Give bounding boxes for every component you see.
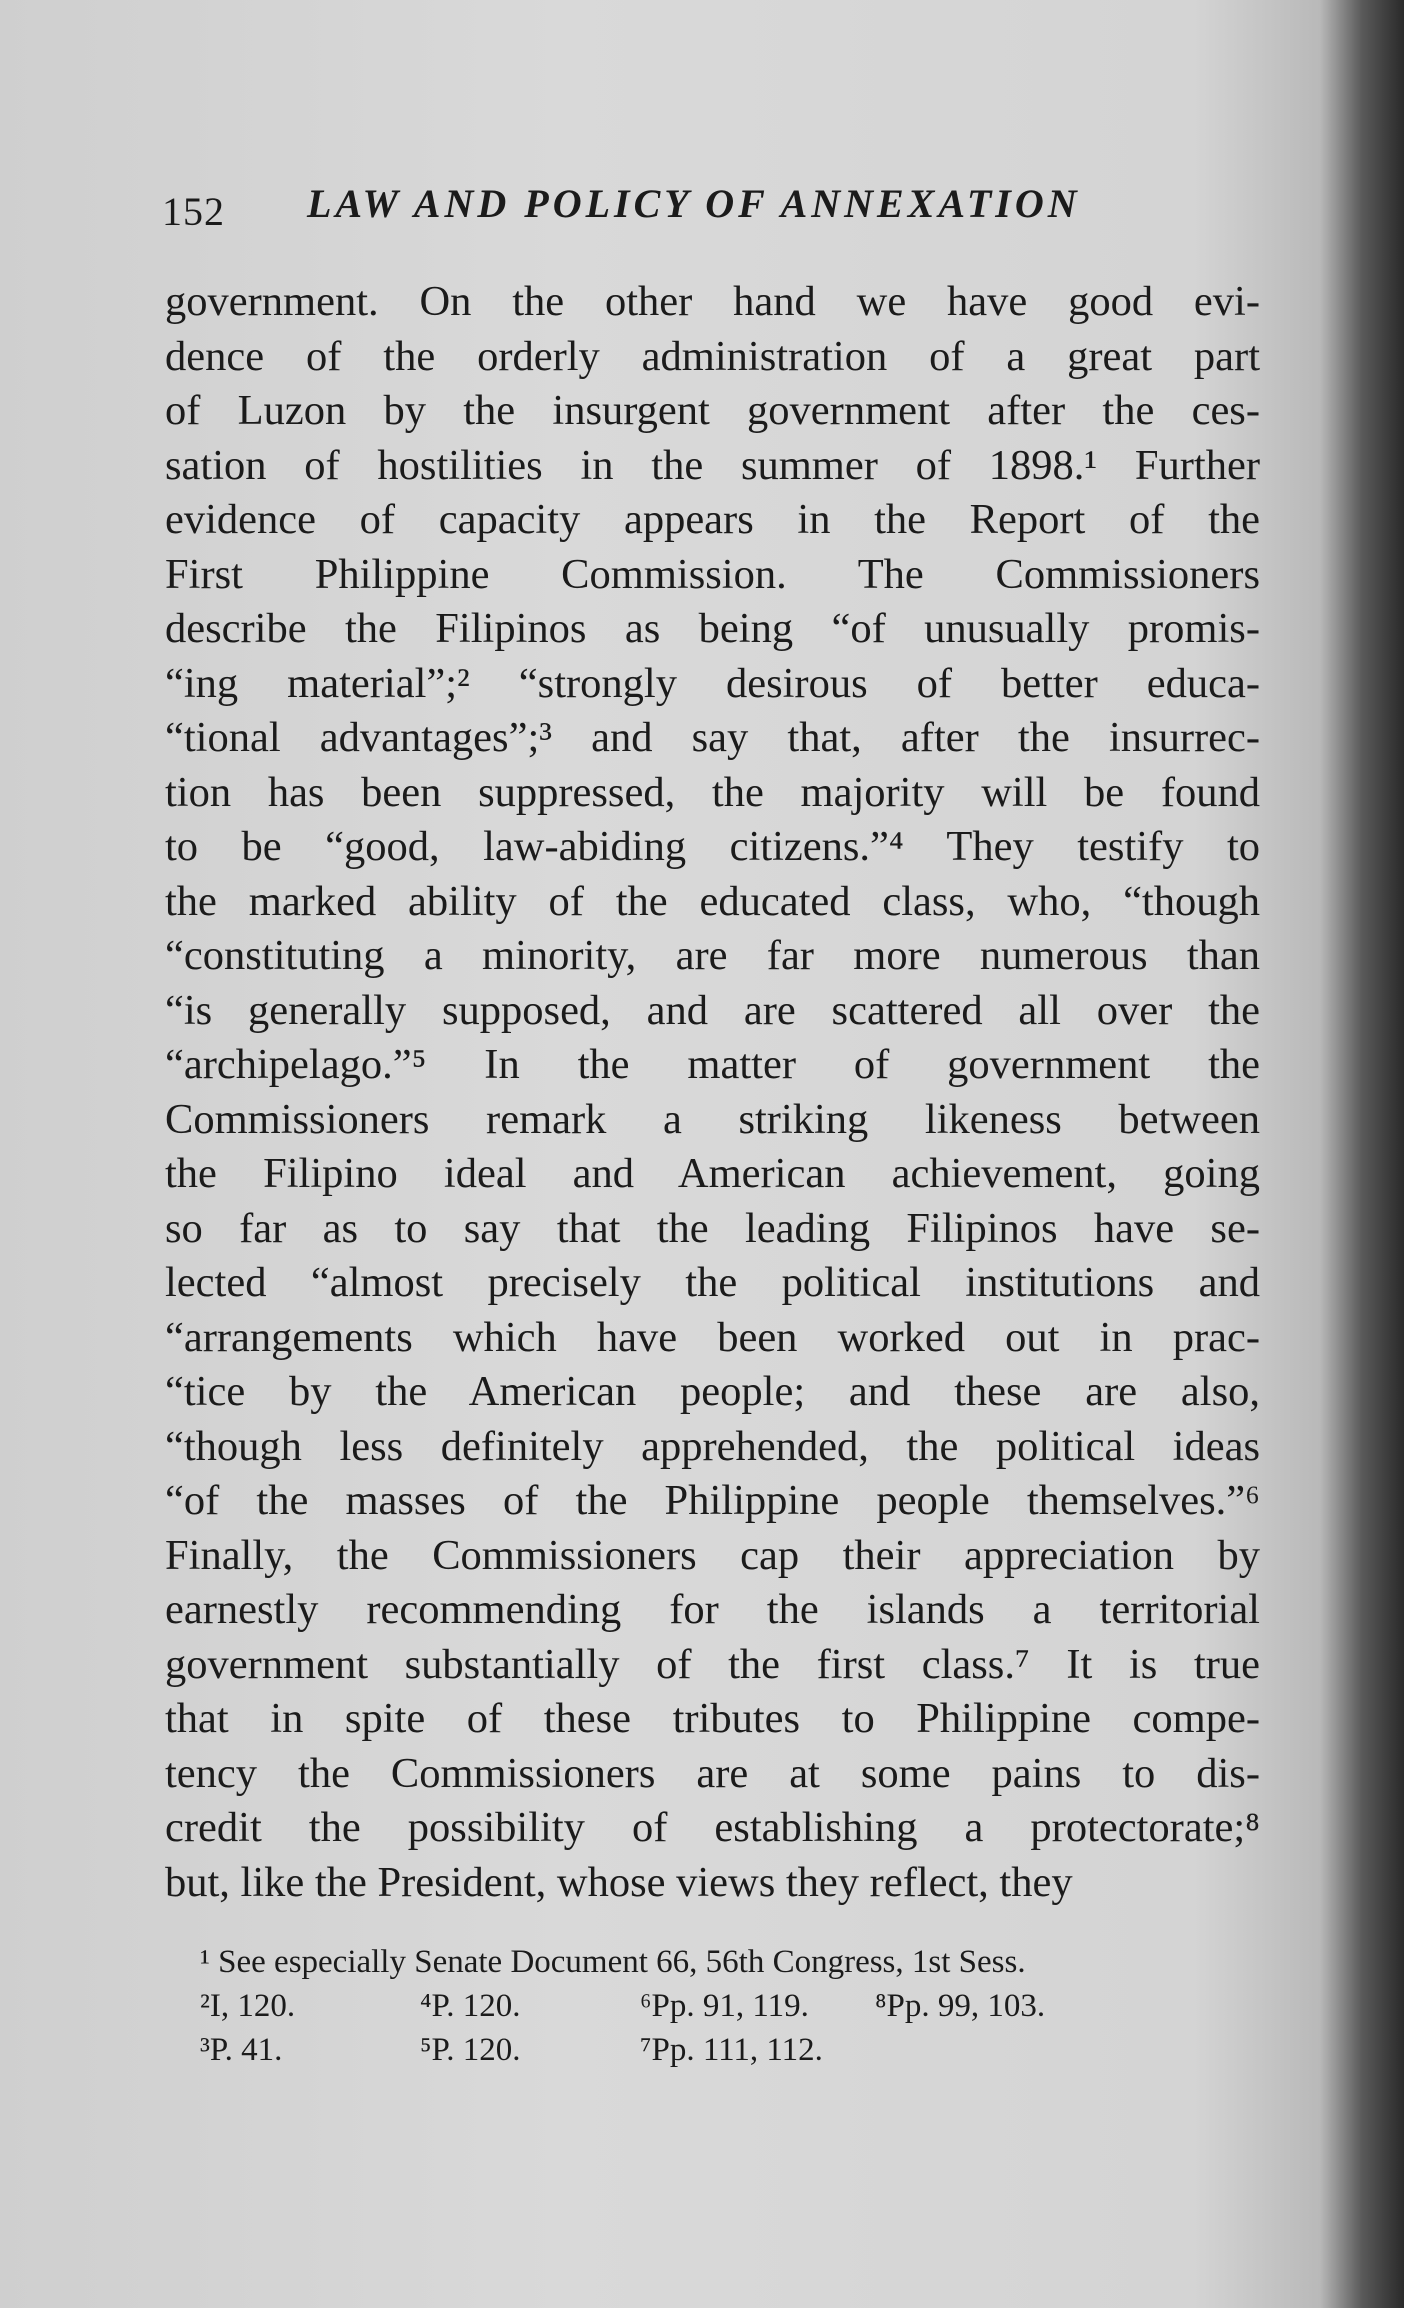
- text-line: the Filipino ideal and American achievement, going: [165, 1150, 1260, 1197]
- footnote-5: ⁵P. 120.: [420, 2032, 521, 2068]
- text-line: describe the Filipinos as being “of unusually promis-: [165, 605, 1260, 652]
- text-line: tency the Commissioners are at some pains to dis-: [165, 1749, 1260, 1797]
- text-line: lected “almost precisely the political institutions and: [165, 1259, 1260, 1306]
- text-line: “tice by the American people; and these are also,: [165, 1368, 1260, 1415]
- footnote-7: ⁷Pp. 111, 112.: [640, 2032, 823, 2068]
- footnotes: [200, 1940, 1260, 2072]
- footnote-6: ⁶Pp. 91, 119.: [640, 1988, 809, 2024]
- footnote-3: ³P. 41.: [200, 2032, 283, 2068]
- footnote-row: [200, 2028, 1260, 2072]
- footnote-4: ⁴P. 120.: [420, 1988, 521, 2024]
- text-line: “is generally supposed, and are scattered all over the: [165, 986, 1260, 1034]
- text-line: evidence of capacity appears in the Report of the: [165, 496, 1260, 543]
- text-line: tion has been suppressed, the majority will be found: [165, 768, 1260, 816]
- text-line: earnestly recommending for the islands a territorial: [165, 1586, 1260, 1633]
- body-text: [165, 275, 1260, 1910]
- page-number: 152: [162, 189, 225, 234]
- text-line: so far as to say that the leading Filipinos have se-: [165, 1204, 1260, 1252]
- text-line: “archipelago.”⁵ In the matter of government the: [165, 1041, 1260, 1088]
- text-line: government. On the other hand we have good evi-: [165, 278, 1260, 325]
- text-line: “tional advantages”;³ and say that, after the insurrec-: [165, 714, 1260, 761]
- text-line: government substantially of the first class.⁷ It is true: [165, 1640, 1260, 1688]
- text-line: Finally, the Commissioners cap their appreciation by: [165, 1531, 1260, 1579]
- footnote-8: ⁸Pp. 99, 103.: [875, 1988, 1046, 2024]
- text-line: Commissioners remark a striking likeness between: [165, 1095, 1260, 1143]
- text-line: credit the possibility of establishing a protectorate;⁸: [165, 1804, 1260, 1851]
- text-line: “ing material”;² “strongly desirous of better educa-: [165, 659, 1260, 707]
- footnote-line: ¹ See especially Senate Document 66, 56th Congress, 1st Sess.: [200, 1944, 1026, 1980]
- text-line: dence of the orderly administration of a great part: [165, 332, 1260, 380]
- text-line: “constituting a minority, are far more numerous than: [165, 932, 1260, 979]
- text-line: but, like the President, whose views they reflect, they: [165, 1858, 1073, 1906]
- running-head: LAW AND POLICY OF ANNEXATION: [307, 181, 1081, 226]
- text-line: “of the masses of the Philippine people themselves.”⁶: [165, 1477, 1260, 1524]
- text-line: that in spite of these tributes to Philippine compe-: [165, 1695, 1260, 1742]
- text-line: “though less definitely apprehended, the political ideas: [165, 1422, 1260, 1470]
- text-line: sation of hostilities in the summer of 1898.¹ Further: [165, 441, 1260, 489]
- text-line: the marked ability of the educated class, who, “though: [165, 877, 1260, 925]
- footnote-row: [200, 1984, 1260, 2028]
- text-line: First Philippine Commission. The Commissioners: [165, 550, 1260, 598]
- text-line: to be “good, law-abiding citizens.”⁴ They testify to: [165, 823, 1260, 870]
- text-line: of Luzon by the insurgent government after the ces-: [165, 387, 1260, 434]
- footnote-2: ²I, 120.: [200, 1988, 296, 2024]
- text-line: “arrangements which have been worked out in prac-: [165, 1313, 1260, 1361]
- page-header: [162, 180, 1262, 240]
